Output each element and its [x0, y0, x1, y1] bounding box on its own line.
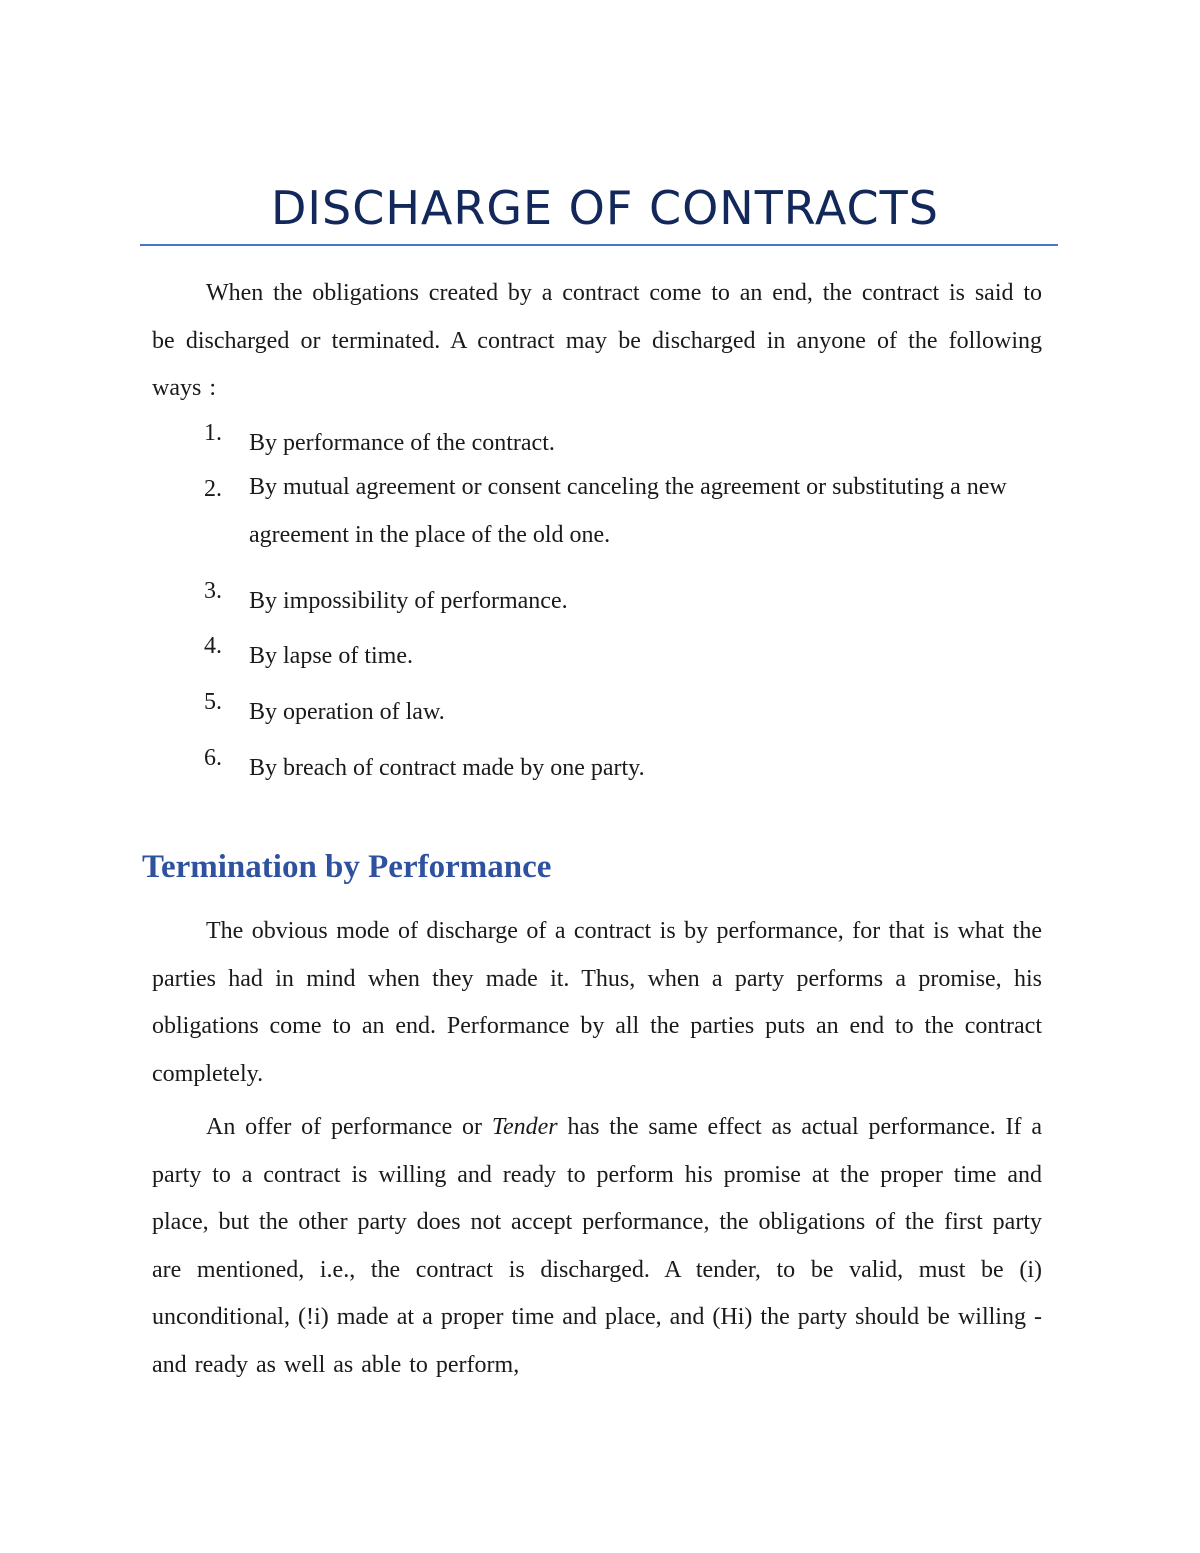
list-item-text: By mutual agreement or consent canceling the agreement or substituting a new agreement in the place of the old one. — [249, 474, 1007, 548]
tender-term: Tender — [491, 1114, 558, 1140]
list-item-number: 2. — [204, 476, 222, 502]
list-item-number: 5. — [204, 689, 222, 715]
intro-paragraph: When the obligations created by a contract come to an end, the contract is said to be discharged or terminated. A contract may be discharged in anyone of the following ways : — [152, 280, 1042, 401]
document-title: DISCHARGE OF CONTRACTS — [271, 181, 939, 235]
list-item-text: By impossibility of performance. — [249, 588, 568, 614]
title-underline — [140, 244, 1058, 246]
list-item-text: By breach of contract made by one party. — [249, 755, 645, 781]
list-item-number: 3. — [204, 578, 222, 604]
list-item-text: By lapse of time. — [249, 643, 413, 669]
tender-paragraph-start: An offer of performance or — [206, 1114, 492, 1140]
tender-paragraph-rest: has the same effect as actual performance. If a party to a contract is willing and ready to perform his promise at the proper time and place, but the other party does not accept performance, the obligations of the first party are mentioned, i.e., the contract is discharged. A tender, to be valid, must be (i) unconditional, (!i) made at a proper time and place, and (Hi) the party should be willing -and ready as well as able to perform, — [152, 1114, 1042, 1378]
tender-paragraph — [152, 1104, 1042, 1389]
list-item-number: 6. — [204, 745, 222, 771]
section-heading: Termination by Performance — [142, 849, 552, 885]
performance-paragraph: The obvious mode of discharge of a contract is by performance, for that is what the parties had in mind when they made it. Thus, when a party performs a promise, his obligations come to an end. Performance by all the parties puts an end to the contract completely. — [152, 918, 1042, 1087]
list-item-text: By performance of the contract. — [249, 430, 555, 456]
list-item-number: 1. — [204, 420, 222, 446]
list-item-text: By operation of law. — [249, 699, 445, 725]
list-item-number: 4. — [204, 633, 222, 659]
